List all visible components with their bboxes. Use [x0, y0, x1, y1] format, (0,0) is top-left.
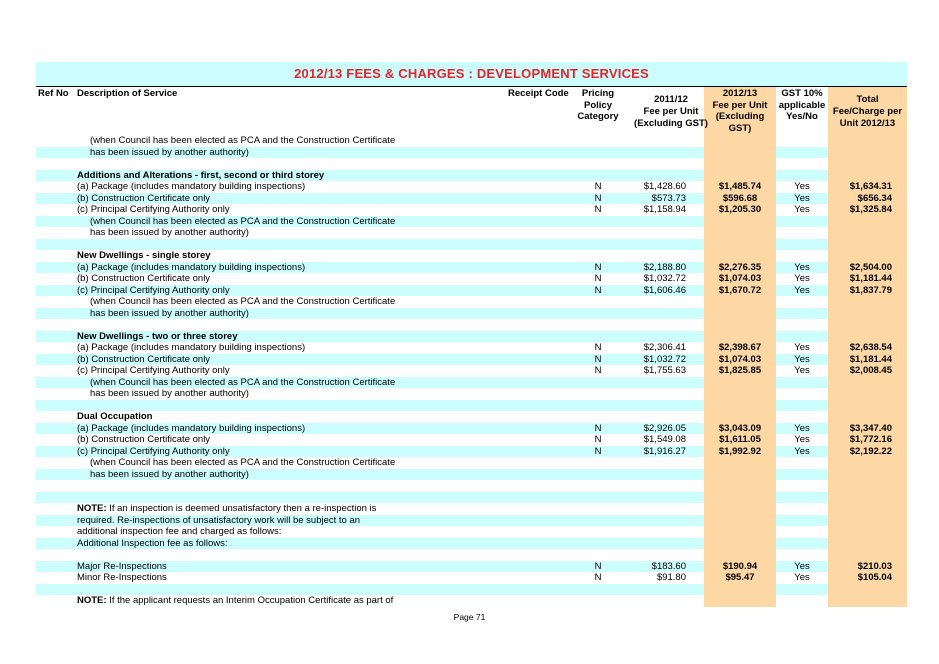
- header-receipt: Receipt Code: [508, 88, 569, 99]
- fee1213-column-bg: [704, 308, 776, 320]
- service-description: (c) Principal Certifying Authority only: [77, 445, 230, 457]
- pricing-policy-cell: N: [594, 353, 602, 365]
- fee1213-column-bg: [704, 239, 776, 251]
- table-row: [36, 193, 907, 205]
- total-column-bg: [828, 515, 907, 527]
- total-cell: $210.03: [857, 560, 892, 572]
- fee-2011-cell: $2,306.41: [643, 342, 686, 353]
- service-description: has been issued by another authority): [90, 468, 249, 480]
- note-label: NOTE:: [77, 595, 107, 606]
- fee1213-column-bg: [704, 227, 776, 239]
- total-column-bg: [828, 158, 907, 170]
- note-text: [77, 503, 376, 515]
- table-row: [36, 262, 907, 274]
- header-fee1213-l2: Fee per Unit: [712, 99, 768, 111]
- gst-cell: Yes: [794, 560, 810, 572]
- fee-2011-cell: $91.80: [656, 572, 686, 583]
- service-description: Additional Inspection fee as follows:: [77, 537, 228, 549]
- gst-column-bg: [776, 377, 828, 389]
- table-row: [36, 411, 907, 423]
- pricing-policy-cell: N: [594, 422, 602, 434]
- section-heading: Dual Occupation: [77, 411, 153, 422]
- header-pricing-l1: Pricing: [581, 88, 615, 99]
- total-column-bg: [828, 170, 907, 182]
- section-heading: New Dwellings - single storey: [77, 250, 211, 261]
- service-description: (c) Principal Certifying Authority only: [77, 284, 230, 296]
- table-row: [36, 503, 907, 515]
- table-row: [36, 204, 907, 216]
- table-row: [36, 492, 907, 504]
- gst-cell: Yes: [794, 204, 810, 215]
- fee-2011-cell: $2,188.80: [643, 261, 686, 273]
- total-column-bg: [828, 503, 907, 515]
- table-row: [36, 170, 907, 182]
- total-cell: $1,181.44: [849, 273, 892, 284]
- gst-column-bg: [776, 331, 828, 343]
- gst-cell: Yes: [794, 572, 810, 583]
- header-desc: Description of Service: [77, 88, 178, 99]
- fee1213-column-bg: [704, 216, 776, 228]
- total-column-bg: [828, 239, 907, 251]
- total-column-bg: [828, 549, 907, 561]
- gst-column-bg: [776, 170, 828, 182]
- total-column-bg: [828, 538, 907, 550]
- header-fee1213-l3: (Excluding: [715, 111, 765, 122]
- table-row: [36, 446, 907, 458]
- fee1213-column-bg: [704, 549, 776, 561]
- table-row: [36, 584, 907, 596]
- fee-2011-cell: $573.73: [651, 192, 686, 204]
- fee-2011-cell: $2,926.05: [643, 422, 686, 434]
- total-column-bg: [828, 331, 907, 343]
- total-column-bg: [828, 250, 907, 262]
- fee1213-column-bg: [704, 457, 776, 469]
- fee-2012-cell: $1,205.30: [718, 204, 762, 215]
- fee-2012-cell: $2,276.35: [718, 261, 762, 273]
- gst-column-bg: [776, 584, 828, 596]
- gst-column-bg: [776, 239, 828, 251]
- total-column-bg: [828, 388, 907, 400]
- service-description: Minor Re-Inspections: [77, 572, 167, 583]
- note-text: [77, 595, 393, 607]
- header-fee1112-l2: Fee per Unit: [643, 106, 699, 117]
- header-fee1213: [704, 88, 776, 134]
- table-row: [36, 365, 907, 377]
- header-gst: [776, 88, 828, 123]
- fee-2012-cell: $1,825.85: [718, 365, 762, 376]
- total-cell: $2,638.54: [849, 342, 892, 353]
- note-body: If an inspection is deemed unsatisfactory then a re-inspection is: [109, 503, 377, 514]
- gst-cell: Yes: [794, 434, 810, 445]
- header-gst-l3: Yes/No: [786, 111, 818, 122]
- gst-column-bg: [776, 515, 828, 527]
- gst-column-bg: [776, 400, 828, 412]
- fee1213-column-bg: [704, 250, 776, 262]
- fee1213-column-bg: [704, 135, 776, 147]
- header-total-l3: Unit 2012/13: [839, 118, 896, 129]
- pricing-policy-cell: N: [594, 273, 602, 284]
- fee-2012-cell: $1,074.03: [718, 353, 762, 365]
- fee1213-column-bg: [704, 411, 776, 423]
- table-row: [36, 319, 907, 331]
- service-description: (b) Construction Certificate only: [77, 192, 211, 204]
- fee1213-column-bg: [704, 538, 776, 550]
- gst-cell: Yes: [794, 181, 810, 192]
- gst-column-bg: [776, 308, 828, 320]
- total-column-bg: [828, 492, 907, 504]
- service-description: (when Council has been elected as PCA and the Construction Certificate: [90, 135, 396, 146]
- table-header: [36, 86, 907, 135]
- total-column-bg: [828, 400, 907, 412]
- header-pricing: [572, 88, 624, 123]
- total-column-bg: [828, 595, 907, 607]
- service-description: has been issued by another authority): [90, 307, 249, 319]
- table-row: [36, 377, 907, 389]
- fee-2012-cell: $596.68: [722, 192, 758, 204]
- table-row: [36, 423, 907, 435]
- fee1213-column-bg: [704, 388, 776, 400]
- fee1213-column-bg: [704, 331, 776, 343]
- table-row: [36, 561, 907, 573]
- service-description: (c) Principal Certifying Authority only: [77, 365, 230, 376]
- total-column-bg: [828, 377, 907, 389]
- fee-2012-cell: $95.47: [725, 572, 755, 583]
- total-cell: $1,325.84: [849, 204, 892, 215]
- note-body: If the applicant requests an Interim Occupation Certificate as part of: [109, 595, 394, 606]
- total-cell: $3,347.40: [849, 422, 892, 434]
- total-column-bg: [828, 526, 907, 538]
- service-description: has been issued by another authority): [90, 146, 249, 158]
- total-column-bg: [828, 147, 907, 159]
- table-row: [36, 285, 907, 297]
- total-cell: $105.04: [857, 572, 892, 583]
- fees-table: [36, 62, 907, 607]
- fee1213-column-bg: [704, 515, 776, 527]
- fee-2012-cell: $190.94: [722, 560, 758, 572]
- service-description: (b) Construction Certificate only: [77, 434, 211, 445]
- fee1213-column-bg: [704, 319, 776, 331]
- fee1213-column-bg: [704, 147, 776, 159]
- header-fee1213-l1: 2012/13: [722, 88, 758, 99]
- total-column-bg: [828, 480, 907, 492]
- pricing-policy-cell: N: [594, 560, 602, 572]
- gst-cell: Yes: [794, 261, 810, 273]
- service-description: (when Council has been elected as PCA and the Construction Certificate: [90, 376, 396, 388]
- total-column-bg: [828, 135, 907, 147]
- table-row: [36, 572, 907, 584]
- gst-cell: Yes: [794, 353, 810, 365]
- header-gst-l2: applicable: [778, 99, 826, 111]
- total-cell: $2,008.45: [849, 365, 892, 376]
- service-description: (a) Package (includes mandatory building inspections): [77, 342, 306, 353]
- table-row: [36, 296, 907, 308]
- fee1213-column-bg: [704, 469, 776, 481]
- header-total-l2: Fee/Charge per: [832, 106, 903, 117]
- total-column-bg: [828, 584, 907, 596]
- fee-2011-cell: $1,549.08: [643, 434, 686, 445]
- fee-2011-cell: $1,606.46: [643, 284, 686, 296]
- fee-2012-cell: $3,043.09: [718, 422, 762, 434]
- table-row: [36, 549, 907, 561]
- gst-column-bg: [776, 216, 828, 228]
- gst-cell: Yes: [794, 273, 810, 284]
- pricing-policy-cell: N: [594, 192, 602, 204]
- service-description: (b) Construction Certificate only: [77, 353, 211, 365]
- service-description: required. Re-inspections of unsatisfactory work will be subject to an: [77, 514, 361, 526]
- header-total: [828, 94, 907, 130]
- table-body: [36, 135, 907, 607]
- table-row: [36, 158, 907, 170]
- pricing-policy-cell: N: [594, 261, 602, 273]
- header-gst-l1: GST 10%: [781, 88, 823, 99]
- gst-cell: Yes: [794, 422, 810, 434]
- header-fee1213-l4: GST): [728, 122, 752, 134]
- table-row: [36, 457, 907, 469]
- header-pricing-l2: Policy: [584, 99, 612, 111]
- pricing-policy-cell: N: [594, 342, 602, 353]
- gst-cell: Yes: [794, 284, 810, 296]
- pricing-policy-cell: N: [594, 365, 602, 376]
- header-fee1112-l1: 2011/12: [654, 94, 688, 105]
- fee1213-column-bg: [704, 480, 776, 492]
- pricing-policy-cell: N: [594, 572, 602, 583]
- section-heading: New Dwellings - two or three storey: [77, 330, 238, 342]
- fee-2012-cell: $1,074.03: [718, 273, 762, 284]
- gst-cell: Yes: [794, 445, 810, 457]
- pricing-policy-cell: N: [594, 434, 602, 445]
- total-column-bg: [828, 457, 907, 469]
- table-row: [36, 273, 907, 285]
- total-cell: $1,634.31: [849, 181, 892, 192]
- total-column-bg: [828, 308, 907, 320]
- fee-2011-cell: $1,755.63: [643, 365, 686, 376]
- fee1213-column-bg: [704, 377, 776, 389]
- fee-2012-cell: $1,670.72: [718, 284, 762, 296]
- fee-2012-cell: $1,485.74: [718, 181, 762, 192]
- header-fee1112: [632, 94, 710, 130]
- pricing-policy-cell: N: [594, 284, 602, 296]
- fee-2012-cell: $2,398.67: [718, 342, 762, 353]
- pricing-policy-cell: N: [594, 445, 602, 457]
- total-column-bg: [828, 411, 907, 423]
- gst-column-bg: [776, 492, 828, 504]
- table-row: [36, 250, 907, 262]
- fee1213-column-bg: [704, 503, 776, 515]
- service-description: has been issued by another authority): [90, 388, 249, 399]
- total-column-bg: [828, 216, 907, 228]
- fee1213-column-bg: [704, 526, 776, 538]
- fee-2011-cell: $1,032.72: [643, 353, 686, 365]
- table-row: [36, 480, 907, 492]
- table-row: [36, 227, 907, 239]
- gst-cell: Yes: [794, 365, 810, 376]
- fee-2011-cell: $1,428.60: [643, 181, 686, 192]
- fee1213-column-bg: [704, 158, 776, 170]
- table-row: [36, 331, 907, 343]
- pricing-policy-cell: N: [594, 181, 602, 192]
- fee-2011-cell: $1,032.72: [643, 273, 686, 284]
- service-description: (a) Package (includes mandatory building inspections): [77, 261, 306, 273]
- fee-2011-cell: $1,916.27: [643, 445, 686, 457]
- fee-2012-cell: $1,611.05: [719, 434, 761, 445]
- header-fee1112-l3: (Excluding GST): [634, 118, 708, 129]
- table-row: [36, 469, 907, 481]
- total-cell: $1,772.16: [849, 434, 892, 445]
- service-description: (a) Package (includes mandatory building inspections): [77, 422, 306, 434]
- total-cell: $656.34: [857, 192, 892, 204]
- fee1213-column-bg: [704, 296, 776, 308]
- total-column-bg: [828, 469, 907, 481]
- service-description: (b) Construction Certificate only: [77, 273, 211, 284]
- fee-2011-cell: $183.60: [651, 560, 686, 572]
- table-row: [36, 526, 907, 538]
- table-row: [36, 400, 907, 412]
- gst-column-bg: [776, 469, 828, 481]
- total-column-bg: [828, 319, 907, 331]
- table-row: [36, 135, 907, 147]
- table-row: [36, 216, 907, 228]
- table-row: [36, 147, 907, 159]
- table-row: [36, 595, 907, 607]
- header-total-l1: Total: [856, 94, 879, 105]
- header-ref: Ref No: [38, 88, 69, 99]
- table-row: [36, 388, 907, 400]
- pricing-policy-cell: N: [594, 204, 602, 215]
- note-label: NOTE:: [77, 503, 107, 514]
- fee1213-column-bg: [704, 595, 776, 607]
- gst-cell: Yes: [794, 342, 810, 353]
- table-row: [36, 434, 907, 446]
- total-cell: $2,192.22: [849, 445, 892, 457]
- table-row: [36, 239, 907, 251]
- service-description: (when Council has been elected as PCA and the Construction Certificate: [90, 296, 396, 307]
- fee1213-column-bg: [704, 492, 776, 504]
- fee1213-column-bg: [704, 584, 776, 596]
- section-heading: Additions and Alterations - first, second or third storey: [77, 169, 325, 181]
- table-row: [36, 515, 907, 527]
- header-pricing-l3: Category: [577, 111, 619, 122]
- total-cell: $1,181.44: [849, 353, 892, 365]
- table-row: [36, 181, 907, 193]
- page-number: Page 71: [453, 612, 486, 622]
- service-description: (when Council has been elected as PCA and the Construction Certificate: [90, 457, 396, 468]
- fee1213-column-bg: [704, 400, 776, 412]
- table-row: [36, 354, 907, 366]
- service-description: additional inspection fee and charged as follows:: [77, 526, 282, 537]
- table-row: [36, 342, 907, 354]
- page-title: 2012/13 FEES & CHARGES : DEVELOPMENT SERVICES: [36, 62, 907, 86]
- gst-cell: Yes: [794, 192, 810, 204]
- gst-column-bg: [776, 147, 828, 159]
- gst-column-bg: [776, 538, 828, 550]
- fee1213-column-bg: [704, 170, 776, 182]
- total-cell: $2,504.00: [849, 261, 892, 273]
- service-description: (c) Principal Certifying Authority only: [77, 204, 230, 215]
- fee-2012-cell: $1,992.92: [718, 445, 762, 457]
- total-column-bg: [828, 296, 907, 308]
- service-description: (when Council has been elected as PCA and the Construction Certificate: [90, 215, 396, 227]
- service-description: (a) Package (includes mandatory building inspections): [77, 181, 306, 192]
- total-cell: $1,837.79: [849, 284, 892, 296]
- service-description: has been issued by another authority): [90, 227, 249, 238]
- table-row: [36, 538, 907, 550]
- total-column-bg: [828, 227, 907, 239]
- table-row: [36, 308, 907, 320]
- fee-2011-cell: $1,158.94: [643, 204, 686, 215]
- service-description: Major Re-Inspections: [77, 560, 167, 572]
